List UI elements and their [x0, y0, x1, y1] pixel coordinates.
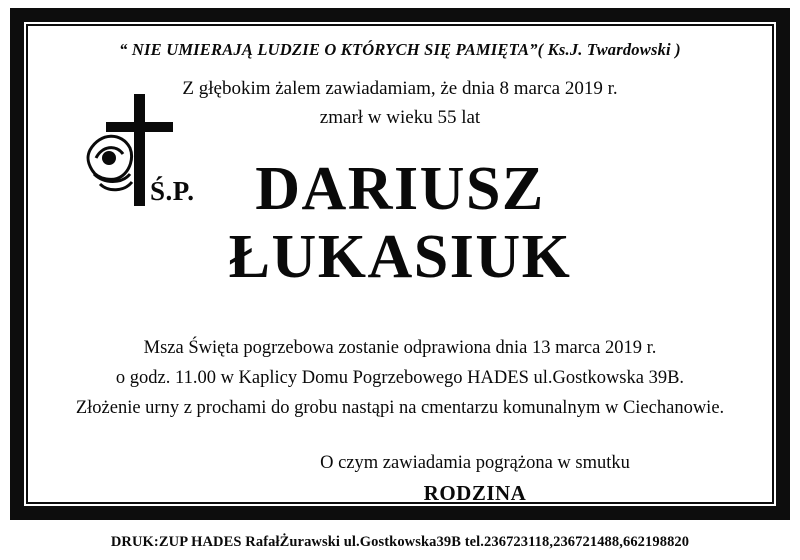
notice-content [34, 30, 766, 506]
cross-icon [78, 88, 208, 218]
ceremony-details [48, 334, 752, 424]
details-line-1: Msza Święta pogrzebowa zostanie odprawiona dnia 13 marca 2019 r. [143, 337, 657, 358]
intro-line-1: Z głębokim żalem zawiadamiam, że dnia 8 marca 2019 r. [182, 78, 618, 99]
deceased-first-name: DARIUSZ [255, 154, 545, 223]
epitaph-quote: “ NIE UMIERAJĄ LUDZIE O KTÓRYCH SIĘ PAMIĘTA”( Ks.J. Twardowski ) [119, 40, 681, 59]
details-line-2: o godz. 11.00 w Kaplicy Domu Pogrzebowego HADES ul.Gostkowska 39B. [115, 367, 685, 388]
family-signature: RODZINA [423, 481, 527, 506]
details-line-3: Złożenie urny z prochami do grobu nastąpi na cmentarzu komunalnym w Ciechanowie. [75, 397, 725, 418]
closing-text: O czym zawiadamia pogrążona w smutku [320, 452, 630, 473]
intro-line-2: zmarł w wieku 55 lat [319, 107, 481, 129]
printer-footer: DRUK:ZUP HADES RafałŻurawski ul.Gostkowska39B tel.236723118,236721488,662198820 [110, 534, 690, 550]
sp-abbreviation: Ś.P. [150, 176, 195, 206]
deceased-last-name: ŁUKASIUK [228, 223, 572, 292]
